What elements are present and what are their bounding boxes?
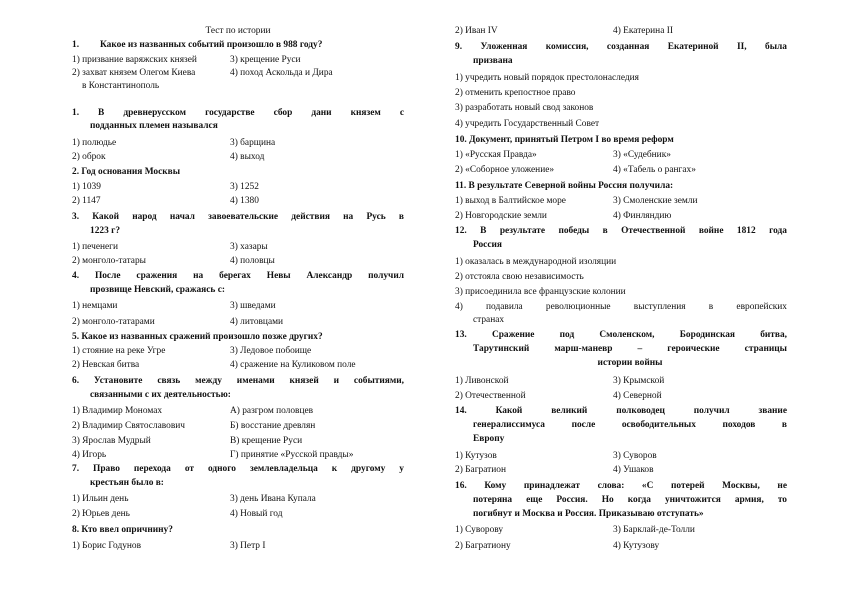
question-text: генералиссимуса после освободительных походов в	[473, 420, 787, 430]
question-text: 1. В древнерусском государстве сбор дани князем с	[72, 108, 404, 118]
answer-option: 1) полюдье	[72, 138, 117, 148]
question-text: погибнут и Москва и Россия. Приказываю отступать»	[473, 509, 704, 519]
question-text: 12. В результате победы в Отечественной войне 1812 года	[455, 226, 787, 236]
question-text: 8. Кто ввел опричнину?	[72, 525, 173, 535]
question-text: истории войны	[597, 358, 663, 368]
answer-option: 3) присоединила все французские колонии	[455, 287, 626, 297]
answer-option: 2) Отечественной	[455, 391, 526, 401]
answer-option: 2) Иван IV	[455, 26, 498, 36]
question-text: 1223 г?	[90, 226, 121, 236]
answer-option: 3) крещение Руси	[230, 55, 301, 65]
answer-option: 1) печенеги	[72, 242, 119, 252]
match-item: А) разгром половцев	[230, 406, 314, 416]
answer-option: 3) Барклай-де-Толли	[613, 525, 695, 535]
answer-option: 2) отстояла свою независимость	[455, 272, 584, 282]
question-text: потеряна еще Россия. Но когда уничтожится армия, то	[473, 495, 787, 505]
match-item: В) крещение Руси	[230, 436, 303, 446]
answer-option: 2) «Соборное уложение»	[455, 165, 555, 175]
answer-option: 4) поход Аскольда и Дира	[230, 68, 333, 78]
answer-option: 4) литовцами	[230, 317, 284, 327]
question-text: Тарутинский марш-маневр – героические страницы	[473, 344, 787, 354]
question-text: 16. Кому принадлежат слова: «С потерей Москвы, не	[455, 481, 787, 491]
answer-option: 3) Ледовое побоище	[230, 346, 312, 356]
question-text: 7. Право перехода от одного землевладельца к другому у	[72, 464, 404, 474]
question-text: Европу	[473, 434, 505, 444]
question-text: 13. Сражение под Смоленском, Бородинская битва,	[455, 330, 787, 340]
question-text: 14. Какой великий полководец получил звание	[455, 406, 787, 416]
answer-option: 4) Кутузову	[613, 541, 660, 551]
answer-option: 2) Новгородские земли	[455, 211, 547, 221]
answer-option: 3) шведами	[230, 301, 276, 311]
answer-option: 2) монголо-татары	[72, 256, 146, 266]
question-number: 1.	[72, 40, 80, 50]
match-item: 1) Владимир Мономах	[72, 406, 163, 416]
answer-option: 1) оказалась в международной изоляции	[455, 257, 617, 267]
answer-option: 3) 1252	[230, 182, 259, 192]
answer-option: 4) половцы	[230, 256, 275, 266]
question-text: крестьян было в:	[90, 478, 164, 488]
answer-option: 1) 1039	[72, 182, 101, 192]
answer-option: 3) барщина	[230, 138, 276, 148]
answer-option: 3) хазары	[230, 242, 268, 252]
match-item: 3) Ярослав Мудрый	[72, 436, 151, 446]
question-text: 9. Уложенная комиссия, созданная Екатериной II, была	[455, 42, 787, 52]
answer-option: 2) Багратион	[455, 465, 506, 475]
match-item: Б) восстание древлян	[230, 421, 316, 431]
question-text: 2. Год основания Москвы	[72, 167, 181, 177]
question-text: 5. Какое из названных сражений произошло позже других?	[72, 332, 323, 342]
answer-option: 1) немцами	[72, 301, 118, 311]
answer-option: 4) учредить Государственный Совет	[455, 119, 600, 129]
question-text: 10. Документ, принятый Петром I во время реформ	[455, 135, 674, 145]
answer-option: 4) Ушаков	[613, 465, 654, 475]
match-item: Г) принятие «Русской правды»	[230, 450, 354, 460]
question-text: 4. После сражения на берегах Невы Александр получил	[72, 271, 404, 281]
answer-option: 1) Борис Годунов	[72, 541, 142, 551]
answer-option: 3) день Ивана Купала	[230, 494, 316, 504]
answer-option: 4) сражение на Куликовом поле	[230, 360, 356, 370]
answer-option: 2) монголо-татарами	[72, 317, 155, 327]
answer-option: 2) Багратиону	[455, 541, 511, 551]
answer-option: 1) Ливонской	[455, 376, 509, 386]
answer-option-continuation: странах	[473, 315, 505, 325]
question-text: связанными с их деятельностью:	[90, 390, 231, 400]
answer-option: 1) «Русская Правда»	[455, 150, 537, 160]
answer-option: 2) 1147	[72, 196, 101, 206]
match-item: 2) Владимир Святославович	[72, 421, 185, 431]
answer-option: 1) Суворову	[455, 525, 504, 535]
question-text: Россия	[473, 240, 502, 250]
answer-option-continuation: в Константинополь	[82, 81, 160, 91]
answer-option: 1) выход в Балтийское море	[455, 196, 566, 206]
question-text: Какое из названных событий произошло в 988 году?	[100, 40, 323, 50]
answer-option: 1) призвание варяжских князей	[72, 55, 197, 65]
answer-option: 4) выход	[230, 152, 265, 162]
match-item: 4) Игорь	[72, 450, 107, 460]
answer-option: 3) Суворов	[613, 451, 657, 461]
answer-option: 1) Ильин день	[72, 494, 129, 504]
answer-option: 4) Северной	[613, 391, 662, 401]
answer-option: 2) оброк	[72, 152, 106, 162]
question-text: 11. В результате Северной войны Россия получила:	[455, 181, 674, 191]
answer-option: 4) Новый год	[230, 509, 283, 519]
question-text: подданных племен назывался	[90, 121, 218, 131]
answer-option: 2) захват князем Олегом Киева	[72, 68, 196, 78]
answer-option: 3) Крымской	[613, 376, 665, 386]
answer-option: 1) стояние на реке Угре	[72, 346, 166, 356]
answer-option: 3) Петр I	[230, 541, 266, 551]
answer-option: 3) разработать новый свод законов	[455, 103, 594, 113]
answer-option: 3) Смоленские земли	[613, 196, 698, 206]
answer-option: 2) отменить крепостное право	[455, 88, 576, 98]
page-title: Тест по истории	[205, 26, 271, 36]
answer-option: 1) Кутузов	[455, 451, 497, 461]
question-text: 6. Установите связь между именами князей и событиями,	[72, 376, 404, 386]
answer-option: 4) «Табель о рангах»	[613, 165, 696, 175]
answer-option: 3) «Судебник»	[613, 150, 671, 160]
answer-option: 1) учредить новый порядок престолонаследия	[455, 73, 639, 83]
answer-option: 4) Екатерина II	[613, 26, 673, 36]
question-text: прозвище Невский, сражаясь с:	[90, 285, 226, 295]
answer-option: 4) 1380	[230, 196, 259, 206]
question-text: 3. Какой народ начал завоевательские действия на Русь в	[72, 212, 404, 222]
answer-option: 2) Юрьев день	[72, 509, 130, 519]
question-text: призвана	[473, 56, 513, 66]
answer-option: 2) Невская битва	[72, 360, 140, 370]
answer-option: 4) подавила революционные выступления в европейских	[455, 302, 787, 312]
answer-option: 4) Финляндию	[613, 211, 672, 221]
